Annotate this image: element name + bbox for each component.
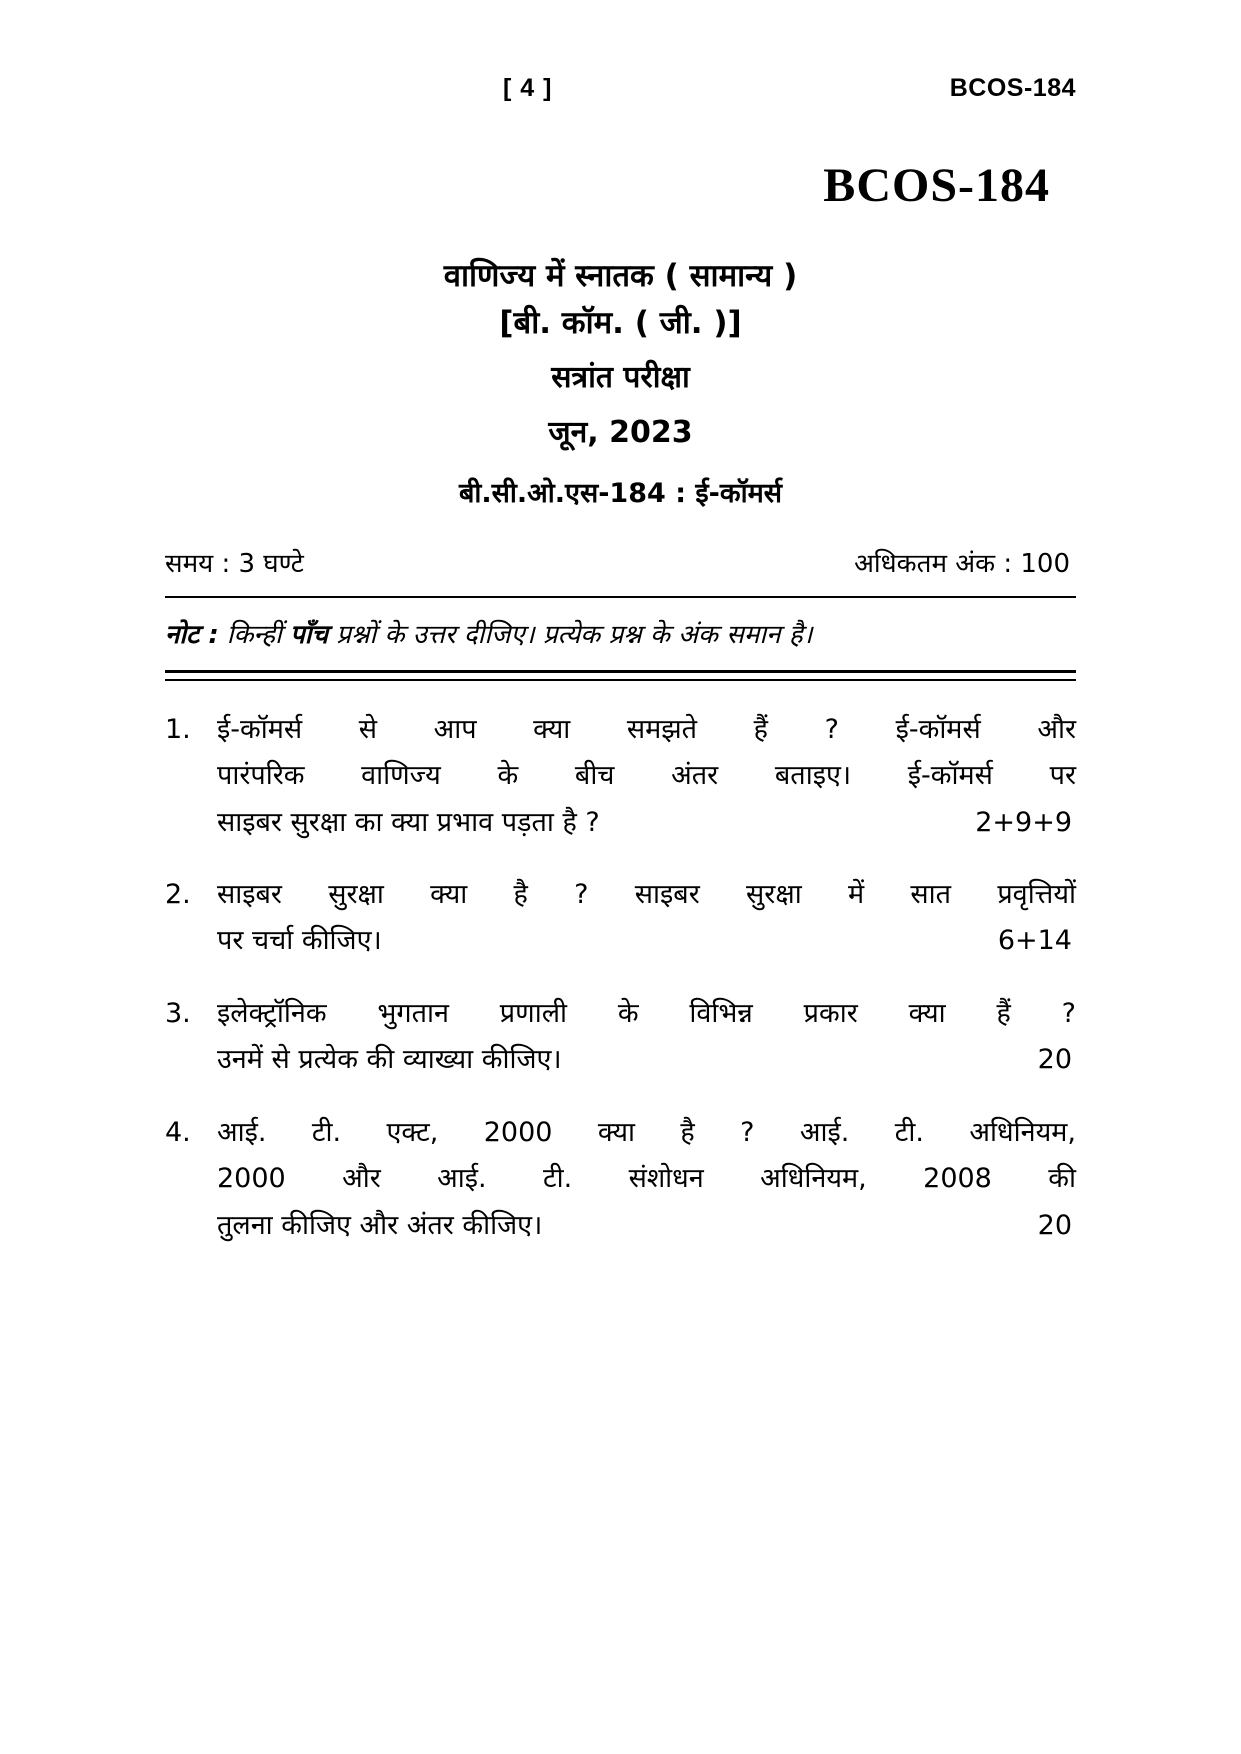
- question-line: तुलना कीजिए और अंतर कीजिए।: [217, 1209, 543, 1241]
- running-head: [165, 74, 1076, 136]
- question-line: पारंपरिक वाणिज्य के बीच अंतर बताइए। ई-कॉमर्स पर: [217, 760, 1076, 792]
- questions-list: [165, 707, 1076, 1249]
- note-text-emphasis: पाँच: [290, 619, 329, 650]
- question-line: पर चर्चा कीजिए।: [217, 925, 382, 957]
- question-body: [217, 707, 1076, 846]
- programme-abbreviation: [बी. कॉम. ( जी. )]: [499, 304, 742, 341]
- note-label: नोट :: [165, 619, 219, 650]
- question-line: साइबर सुरक्षा का क्या प्रभाव पड़ता है ?: [217, 806, 600, 838]
- question-number: 4.: [165, 1116, 191, 1148]
- question-marks: 6+14: [997, 925, 1072, 957]
- question-line: आई. टी. एक्ट, 2000 क्या है ? आई. टी. अधिनियम,: [217, 1116, 1076, 1148]
- question-line: 2000 और आई. टी. संशोधन अधिनियम, 2008 की: [217, 1163, 1076, 1195]
- question-line: साइबर सुरक्षा क्या है ? साइबर सुरक्षा में सात प्रवृत्तियों: [217, 878, 1076, 910]
- question-last-line-row: [217, 918, 1076, 964]
- exam-max-marks: अधिकतम अंक : 100: [854, 548, 1070, 579]
- question-last-line-row: [217, 1037, 1076, 1083]
- title-block: [165, 158, 1076, 510]
- instructions-note: [165, 614, 1076, 656]
- question-last-line-row: [217, 1203, 1076, 1249]
- question-number: 2.: [165, 878, 191, 910]
- paper-code-title: BCOS-184: [823, 159, 1050, 212]
- question-marks: 20: [1037, 1044, 1072, 1076]
- question-item: [165, 707, 1076, 846]
- question-item: [165, 1110, 1076, 1249]
- header-paper-code: BCOS-184: [949, 74, 1076, 102]
- page-number: [ 4 ]: [503, 74, 553, 102]
- question-line: इलेक्ट्रॉनिक भुगतान प्रणाली के विभिन्न प्रकार क्या हैं ?: [217, 997, 1076, 1029]
- question-body: [217, 1110, 1076, 1249]
- question-number: 3.: [165, 997, 191, 1029]
- divider-above-note: [165, 596, 1076, 598]
- exam-session: जून, 2023: [548, 414, 693, 450]
- note-text: [227, 614, 1076, 656]
- note-text-part2: प्रश्नों के उत्तर दीजिए। प्रत्येक प्रश्न के अंक समान है।: [328, 619, 813, 650]
- divider-below-note: [165, 670, 1076, 681]
- question-marks: 20: [1037, 1209, 1072, 1241]
- question-number: 1.: [165, 713, 191, 745]
- question-line: ई-कॉमर्स से आप क्या समझते हैं ? ई-कॉमर्स और: [217, 713, 1076, 745]
- exam-name: सत्रांत परीक्षा: [551, 359, 690, 395]
- question-marks: 2+9+9: [975, 806, 1072, 838]
- programme-name: वाणिज्य में स्नातक ( सामान्य ): [443, 258, 798, 294]
- question-body: [217, 872, 1076, 965]
- question-last-line-row: [217, 800, 1076, 846]
- exam-duration: समय : 3 घण्टे: [165, 548, 304, 579]
- note-text-part1: किन्हीं: [226, 619, 290, 650]
- question-body: [217, 991, 1076, 1084]
- question-item: [165, 991, 1076, 1084]
- question-line: उनमें से प्रत्येक की व्याख्या कीजिए।: [217, 1044, 562, 1076]
- question-item: [165, 872, 1076, 965]
- course-title-line: बी.सी.ओ.एस-184 : ई-कॉमर्स: [459, 477, 782, 509]
- exam-meta-row: [165, 544, 1076, 580]
